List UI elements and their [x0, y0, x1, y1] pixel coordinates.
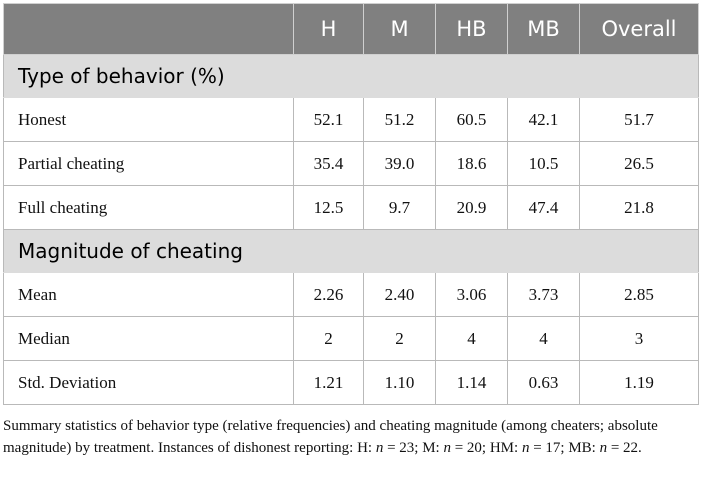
table-cell: 18.6 — [436, 142, 508, 186]
table-cell: 4 — [508, 317, 580, 361]
caption-n: n — [521, 440, 530, 456]
table-cell: 2.85 — [580, 273, 699, 317]
table-cell: 3.73 — [508, 273, 580, 317]
table-cell: 21.8 — [580, 186, 699, 230]
row-label: Honest — [4, 98, 294, 142]
row-label: Mean — [4, 273, 294, 317]
table-cell: 12.5 — [294, 186, 364, 230]
caption-text: = 22. — [607, 440, 642, 456]
caption-text: = 17; MB: — [529, 440, 600, 456]
table-cell: 1.19 — [580, 361, 699, 405]
table-cell: 9.7 — [364, 186, 436, 230]
section-title: Type of behavior (%) — [4, 55, 699, 98]
caption-text: Summary statistics of behavior type (relative frequencies) and cheating magnitude (among cheaters; absolute magnitude) by treatment. Instances of dishonest reporting: H: — [3, 418, 658, 456]
column-header-h: H — [294, 4, 364, 55]
table-cell: 2.26 — [294, 273, 364, 317]
table-row — [4, 273, 699, 317]
table-cell: 52.1 — [294, 98, 364, 142]
table-row — [4, 317, 699, 361]
caption-n: n — [375, 440, 384, 456]
table-row — [4, 142, 699, 186]
section-row-magnitude — [4, 230, 699, 273]
section-row-behavior-type — [4, 55, 699, 98]
section-title: Magnitude of cheating — [4, 230, 699, 273]
caption-n: n — [599, 440, 608, 456]
table-cell: 10.5 — [508, 142, 580, 186]
table-caption — [3, 415, 693, 459]
header-row — [4, 4, 699, 55]
table-cell: 26.5 — [580, 142, 699, 186]
table-cell: 2 — [294, 317, 364, 361]
table-cell: 42.1 — [508, 98, 580, 142]
table-cell: 2.40 — [364, 273, 436, 317]
row-label: Full cheating — [4, 186, 294, 230]
table-cell: 1.14 — [436, 361, 508, 405]
table-cell: 47.4 — [508, 186, 580, 230]
table-cell: 39.0 — [364, 142, 436, 186]
table-cell: 1.10 — [364, 361, 436, 405]
table-row — [4, 98, 699, 142]
row-label: Std. Deviation — [4, 361, 294, 405]
table-cell: 4 — [436, 317, 508, 361]
table-cell: 60.5 — [436, 98, 508, 142]
summary-statistics-table — [3, 3, 699, 405]
header-blank-cell — [4, 4, 294, 55]
column-header-hb: HB — [436, 4, 508, 55]
table-cell: 20.9 — [436, 186, 508, 230]
table-cell: 35.4 — [294, 142, 364, 186]
summary-statistics-table-container — [3, 3, 698, 459]
table-row — [4, 186, 699, 230]
caption-text: = 20; HM: — [450, 440, 522, 456]
column-header-m: M — [364, 4, 436, 55]
table-cell: 51.2 — [364, 98, 436, 142]
table-cell: 3.06 — [436, 273, 508, 317]
column-header-mb: MB — [508, 4, 580, 55]
column-header-overall: Overall — [580, 4, 699, 55]
table-cell: 1.21 — [294, 361, 364, 405]
table-cell: 2 — [364, 317, 436, 361]
table-row — [4, 361, 699, 405]
table-cell: 3 — [580, 317, 699, 361]
table-cell: 0.63 — [508, 361, 580, 405]
row-label: Partial cheating — [4, 142, 294, 186]
caption-text: = 23; M: — [383, 440, 444, 456]
row-label: Median — [4, 317, 294, 361]
caption-n: n — [443, 440, 451, 456]
table-cell: 51.7 — [580, 98, 699, 142]
